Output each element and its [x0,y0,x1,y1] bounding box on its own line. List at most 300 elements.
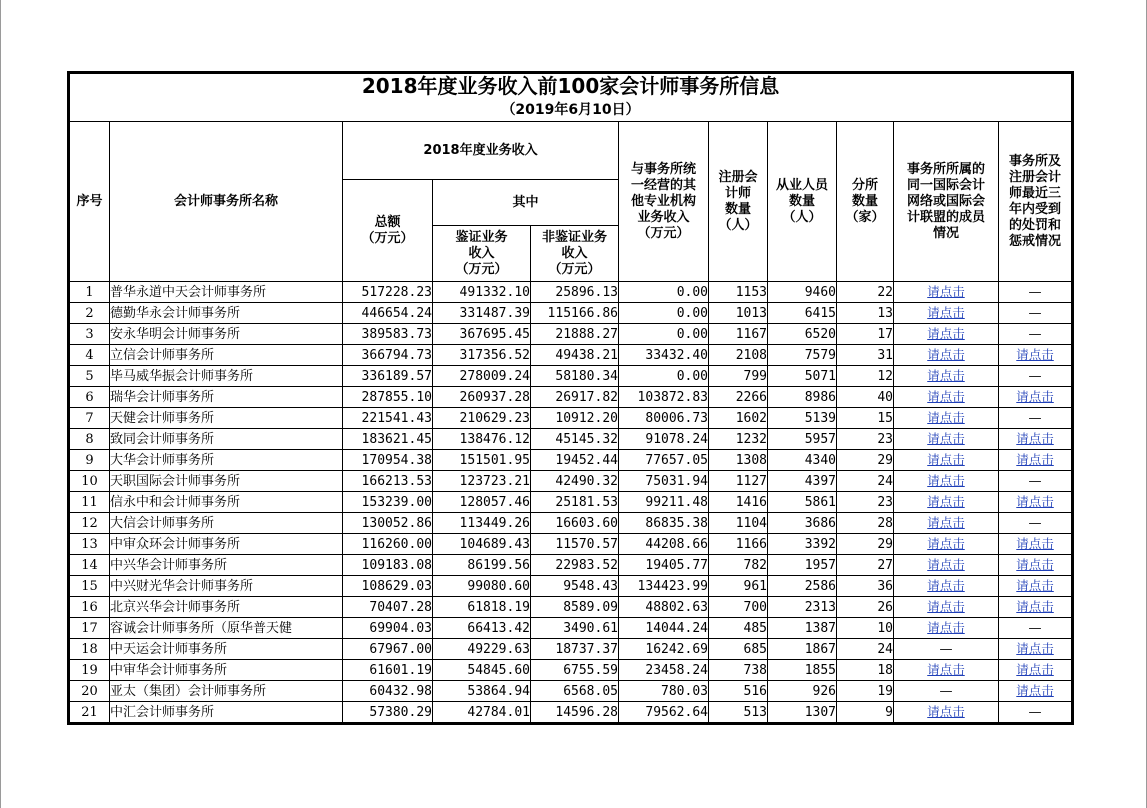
cell-seq: 15 [70,576,110,597]
cell-penalty [999,387,1072,408]
network-link[interactable]: 请点击 [927,620,965,635]
cell-total: 130052.86 [343,513,433,534]
cell-branch-count: 31 [837,345,894,366]
cell-branch-count: 24 [837,471,894,492]
cell-firm-name: 中兴财光华会计师事务所 [110,576,343,597]
table-row [70,576,1072,597]
network-link[interactable]: 请点击 [927,557,965,572]
network-link[interactable]: 请点击 [927,494,965,509]
cell-firm-name: 普华永道中天会计师事务所 [110,282,343,303]
cell-non-audit: 25896.13 [531,282,619,303]
header-of-which: 其中 [433,180,619,226]
cell-staff-count: 5861 [768,492,837,513]
header-revenue-group: 2018年度业务收入 [343,122,619,180]
cell-seq: 12 [70,513,110,534]
cell-non-audit: 9548.43 [531,576,619,597]
header-name: 会计师事务所名称 [110,122,343,282]
cell-total: 70407.28 [343,597,433,618]
cell-cpa-count: 1127 [709,471,768,492]
network-link[interactable]: 请点击 [927,452,965,467]
cell-seq: 14 [70,555,110,576]
cell-unified: 19405.77 [619,555,709,576]
cell-unified: 0.00 [619,303,709,324]
cell-staff-count: 5957 [768,429,837,450]
cell-total: 166213.53 [343,471,433,492]
cell-audit: 113449.26 [433,513,531,534]
penalty-link[interactable]: 请点击 [1016,536,1054,551]
cell-unified: 91078.24 [619,429,709,450]
cell-non-audit: 11570.57 [531,534,619,555]
cell-cpa-count: 513 [709,702,768,723]
penalty-link[interactable]: 请点击 [1016,683,1054,698]
table-row [70,702,1072,723]
penalty-link[interactable]: 请点击 [1016,347,1054,362]
cell-cpa-count: 1013 [709,303,768,324]
table-row [70,366,1072,387]
cell-total: 221541.43 [343,408,433,429]
cell-audit: 278009.24 [433,366,531,387]
cell-branch-count: 26 [837,597,894,618]
cell-unified: 33432.40 [619,345,709,366]
title-row [70,74,1072,100]
cell-total: 170954.38 [343,450,433,471]
header-penalty: 事务所及 注册会计 师最近三 年内受到 的处罚和 惩戒情况 [999,122,1072,282]
cell-unified: 44208.66 [619,534,709,555]
cell-penalty: — [999,618,1072,639]
header-network: 事务所所属的 同一国际会计 网络或国际会 计联盟的成员 情况 [894,122,999,282]
network-link[interactable]: 请点击 [927,515,965,530]
cell-branch-count: 10 [837,618,894,639]
cell-network [894,597,999,618]
cell-penalty: — [999,408,1072,429]
cell-penalty: — [999,513,1072,534]
cell-penalty [999,450,1072,471]
cell-network [894,366,999,387]
header-cpa-count: 注册会 计师 数量 （人） [709,122,768,282]
cell-audit: 317356.52 [433,345,531,366]
cell-cpa-count: 799 [709,366,768,387]
cell-firm-name: 安永华明会计师事务所 [110,324,343,345]
cell-unified: 77657.05 [619,450,709,471]
cell-penalty [999,555,1072,576]
cell-seq: 18 [70,639,110,660]
cell-network [894,429,999,450]
table-row [70,408,1072,429]
cell-cpa-count: 2108 [709,345,768,366]
cell-branch-count: 40 [837,387,894,408]
cell-non-audit: 18737.37 [531,639,619,660]
cell-penalty [999,597,1072,618]
cell-total: 60432.98 [343,681,433,702]
cell-branch-count: 27 [837,555,894,576]
cell-unified: 14044.24 [619,618,709,639]
cell-penalty [999,639,1072,660]
network-link[interactable]: 请点击 [927,410,965,425]
cell-seq: 2 [70,303,110,324]
cell-cpa-count: 782 [709,555,768,576]
cell-staff-count: 5139 [768,408,837,429]
cell-non-audit: 45145.32 [531,429,619,450]
penalty-link[interactable]: 请点击 [1016,578,1054,593]
cell-staff-count: 1957 [768,555,837,576]
cell-total: 389583.73 [343,324,433,345]
cell-penalty: — [999,366,1072,387]
cell-audit: 49229.63 [433,639,531,660]
cell-total: 69904.03 [343,618,433,639]
cell-unified: 780.03 [619,681,709,702]
cell-cpa-count: 2266 [709,387,768,408]
cell-firm-name: 亚太（集团）会计师事务所 [110,681,343,702]
table-row [70,639,1072,660]
cell-network [894,534,999,555]
cell-unified: 23458.24 [619,660,709,681]
cell-unified: 0.00 [619,324,709,345]
penalty-link[interactable]: 请点击 [1016,599,1054,614]
cell-penalty: — [999,303,1072,324]
cell-staff-count: 1855 [768,660,837,681]
header-non-audit: 非鉴证业务 收入 （万元） [531,226,619,282]
cell-network: — [894,681,999,702]
cell-cpa-count: 685 [709,639,768,660]
cell-network [894,618,999,639]
cell-firm-name: 中兴华会计师事务所 [110,555,343,576]
cell-cpa-count: 1232 [709,429,768,450]
cell-firm-name: 中审华会计师事务所 [110,660,343,681]
cell-audit: 138476.12 [433,429,531,450]
cell-network [894,492,999,513]
page-edge-left [0,0,1,808]
cell-non-audit: 6755.59 [531,660,619,681]
cell-unified: 48802.63 [619,597,709,618]
cell-seq: 17 [70,618,110,639]
cell-cpa-count: 485 [709,618,768,639]
cell-seq: 19 [70,660,110,681]
subtitle-row [70,99,1072,122]
cell-staff-count: 2586 [768,576,837,597]
cell-cpa-count: 1416 [709,492,768,513]
cell-non-audit: 49438.21 [531,345,619,366]
cell-branch-count: 19 [837,681,894,702]
cell-staff-count: 2313 [768,597,837,618]
cell-audit: 104689.43 [433,534,531,555]
cell-audit: 61818.19 [433,597,531,618]
network-link[interactable]: 请点击 [927,431,965,446]
penalty-link[interactable]: 请点击 [1016,662,1054,677]
table-row [70,618,1072,639]
table-row [70,324,1072,345]
cell-unified: 99211.48 [619,492,709,513]
cell-audit: 128057.46 [433,492,531,513]
cell-seq: 21 [70,702,110,723]
network-link[interactable]: 请点击 [927,662,965,677]
cell-network [894,303,999,324]
cell-seq: 20 [70,681,110,702]
cell-non-audit: 3490.61 [531,618,619,639]
cell-network [894,387,999,408]
cell-total: 67967.00 [343,639,433,660]
cell-cpa-count: 1104 [709,513,768,534]
cell-branch-count: 18 [837,660,894,681]
penalty-link[interactable]: 请点击 [1016,389,1054,404]
cell-network [894,513,999,534]
cell-branch-count: 9 [837,702,894,723]
table-row [70,660,1072,681]
cell-firm-name: 天职国际会计师事务所 [110,471,343,492]
cell-penalty [999,429,1072,450]
cell-audit: 491332.10 [433,282,531,303]
cell-cpa-count: 700 [709,597,768,618]
table-row [70,345,1072,366]
penalty-link[interactable]: 请点击 [1016,494,1054,509]
cell-staff-count: 7579 [768,345,837,366]
cell-unified: 75031.94 [619,471,709,492]
cell-staff-count: 6415 [768,303,837,324]
cell-non-audit: 115166.86 [531,303,619,324]
cell-penalty [999,492,1072,513]
cell-branch-count: 15 [837,408,894,429]
cell-penalty: — [999,702,1072,723]
cell-penalty: — [999,324,1072,345]
penalty-link[interactable]: 请点击 [1016,641,1054,656]
cell-staff-count: 4340 [768,450,837,471]
cell-audit: 86199.56 [433,555,531,576]
cell-branch-count: 36 [837,576,894,597]
cell-staff-count: 1387 [768,618,837,639]
cell-staff-count: 4397 [768,471,837,492]
cell-seq: 3 [70,324,110,345]
cell-non-audit: 10912.20 [531,408,619,429]
cell-network [894,576,999,597]
cell-seq: 9 [70,450,110,471]
cell-audit: 66413.42 [433,618,531,639]
cell-non-audit: 8589.09 [531,597,619,618]
cell-branch-count: 13 [837,303,894,324]
header-audit: 鉴证业务 收入 （万元） [433,226,531,282]
cell-audit: 53864.94 [433,681,531,702]
cell-seq: 13 [70,534,110,555]
cell-total: 109183.08 [343,555,433,576]
cell-seq: 8 [70,429,110,450]
cell-cpa-count: 1167 [709,324,768,345]
cell-audit: 123723.21 [433,471,531,492]
network-link[interactable]: 请点击 [927,326,965,341]
cell-firm-name: 北京兴华会计师事务所 [110,597,343,618]
cell-branch-count: 29 [837,450,894,471]
cell-unified: 16242.69 [619,639,709,660]
cell-branch-count: 22 [837,282,894,303]
penalty-link[interactable]: 请点击 [1016,452,1054,467]
cell-non-audit: 6568.05 [531,681,619,702]
network-link[interactable]: 请点击 [927,305,965,320]
cell-non-audit: 58180.34 [531,366,619,387]
cell-audit: 331487.39 [433,303,531,324]
cell-cpa-count: 1308 [709,450,768,471]
cell-cpa-count: 961 [709,576,768,597]
penalty-link[interactable]: 请点击 [1016,431,1054,446]
cell-total: 517228.23 [343,282,433,303]
table-row [70,303,1072,324]
cell-seq: 1 [70,282,110,303]
cell-penalty [999,576,1072,597]
cell-cpa-count: 738 [709,660,768,681]
cell-total: 116260.00 [343,534,433,555]
cell-penalty: — [999,471,1072,492]
table-row [70,555,1072,576]
cell-network [894,471,999,492]
header-branch-count: 分所 数量 （家） [837,122,894,282]
cell-firm-name: 毕马威华振会计师事务所 [110,366,343,387]
cell-network [894,324,999,345]
table-row [70,450,1072,471]
cell-network [894,282,999,303]
cell-seq: 7 [70,408,110,429]
cell-firm-name: 大信会计师事务所 [110,513,343,534]
cell-cpa-count: 516 [709,681,768,702]
cell-staff-count: 3392 [768,534,837,555]
cell-penalty [999,345,1072,366]
cell-penalty [999,660,1072,681]
cell-non-audit: 14596.28 [531,702,619,723]
cell-firm-name: 大华会计师事务所 [110,450,343,471]
cell-audit: 367695.45 [433,324,531,345]
network-link[interactable]: 请点击 [927,368,965,383]
network-link[interactable]: 请点击 [927,473,965,488]
header-staff-count: 从业人员 数量 （人） [768,122,837,282]
cell-staff-count: 1307 [768,702,837,723]
network-link[interactable]: 请点击 [927,347,965,362]
cell-unified: 103872.83 [619,387,709,408]
cell-non-audit: 42490.32 [531,471,619,492]
header-row-1 [70,122,1072,180]
table-row [70,282,1072,303]
cell-audit: 210629.23 [433,408,531,429]
cell-branch-count: 23 [837,492,894,513]
cell-audit: 99080.60 [433,576,531,597]
cell-non-audit: 19452.44 [531,450,619,471]
cell-total: 366794.73 [343,345,433,366]
table-row [70,513,1072,534]
cell-firm-name: 中天运会计师事务所 [110,639,343,660]
firm-table [69,73,1072,723]
cell-branch-count: 28 [837,513,894,534]
cell-network [894,555,999,576]
cell-unified: 0.00 [619,366,709,387]
cell-firm-name: 容诚会计师事务所（原华普天健 [110,618,343,639]
cell-audit: 151501.95 [433,450,531,471]
cell-seq: 4 [70,345,110,366]
cell-penalty [999,534,1072,555]
cell-total: 61601.19 [343,660,433,681]
cell-total: 336189.57 [343,366,433,387]
table-row [70,597,1072,618]
cell-seq: 6 [70,387,110,408]
header-seq: 序号 [70,122,110,282]
page-subtitle: （2019年6月10日） [70,99,1072,122]
cell-branch-count: 17 [837,324,894,345]
cell-seq: 5 [70,366,110,387]
penalty-link[interactable]: 请点击 [1016,557,1054,572]
table-row [70,534,1072,555]
cell-seq: 10 [70,471,110,492]
cell-total: 153239.00 [343,492,433,513]
cell-firm-name: 中审众环会计师事务所 [110,534,343,555]
network-link[interactable]: 请点击 [927,536,965,551]
cell-branch-count: 29 [837,534,894,555]
page-title: 2018年度业务收入前100家会计师事务所信息 [70,74,1072,100]
cell-unified: 80006.73 [619,408,709,429]
cell-staff-count: 9460 [768,282,837,303]
cell-audit: 260937.28 [433,387,531,408]
cell-firm-name: 天健会计师事务所 [110,408,343,429]
cell-network [894,345,999,366]
header-total: 总额 （万元） [343,180,433,282]
network-link[interactable]: 请点击 [927,578,965,593]
cell-audit: 42784.01 [433,702,531,723]
table-row [70,681,1072,702]
cell-cpa-count: 1166 [709,534,768,555]
cell-staff-count: 8986 [768,387,837,408]
cell-non-audit: 25181.53 [531,492,619,513]
cell-network [894,660,999,681]
table-row [70,387,1072,408]
cell-network [894,702,999,723]
cell-branch-count: 12 [837,366,894,387]
cell-total: 446654.24 [343,303,433,324]
cell-staff-count: 5071 [768,366,837,387]
cell-non-audit: 21888.27 [531,324,619,345]
network-link[interactable]: 请点击 [927,284,965,299]
header-unified: 与事务所统 一经营的其 他专业机构 业务收入 （万元） [619,122,709,282]
cell-network [894,408,999,429]
cell-unified: 86835.38 [619,513,709,534]
cell-staff-count: 6520 [768,324,837,345]
cell-firm-name: 中汇会计师事务所 [110,702,343,723]
table-row [70,492,1072,513]
cell-firm-name: 致同会计师事务所 [110,429,343,450]
cell-penalty [999,681,1072,702]
cell-branch-count: 23 [837,429,894,450]
cell-firm-name: 信永中和会计师事务所 [110,492,343,513]
table-row [70,429,1072,450]
cell-total: 57380.29 [343,702,433,723]
cell-audit: 54845.60 [433,660,531,681]
table-row [70,471,1072,492]
network-link[interactable]: 请点击 [927,389,965,404]
cell-non-audit: 22983.52 [531,555,619,576]
cell-cpa-count: 1602 [709,408,768,429]
network-link[interactable]: 请点击 [927,704,965,719]
cell-non-audit: 16603.60 [531,513,619,534]
cell-penalty: — [999,282,1072,303]
cell-firm-name: 立信会计师事务所 [110,345,343,366]
cell-total: 183621.45 [343,429,433,450]
cell-total: 287855.10 [343,387,433,408]
cell-staff-count: 926 [768,681,837,702]
network-link[interactable]: 请点击 [927,599,965,614]
cell-firm-name: 德勤华永会计师事务所 [110,303,343,324]
cell-staff-count: 1867 [768,639,837,660]
cell-total: 108629.03 [343,576,433,597]
cell-unified: 79562.64 [619,702,709,723]
cell-seq: 16 [70,597,110,618]
cell-unified: 134423.99 [619,576,709,597]
cell-network [894,450,999,471]
cell-staff-count: 3686 [768,513,837,534]
cell-non-audit: 26917.82 [531,387,619,408]
cell-branch-count: 24 [837,639,894,660]
cell-cpa-count: 1153 [709,282,768,303]
cell-firm-name: 瑞华会计师事务所 [110,387,343,408]
